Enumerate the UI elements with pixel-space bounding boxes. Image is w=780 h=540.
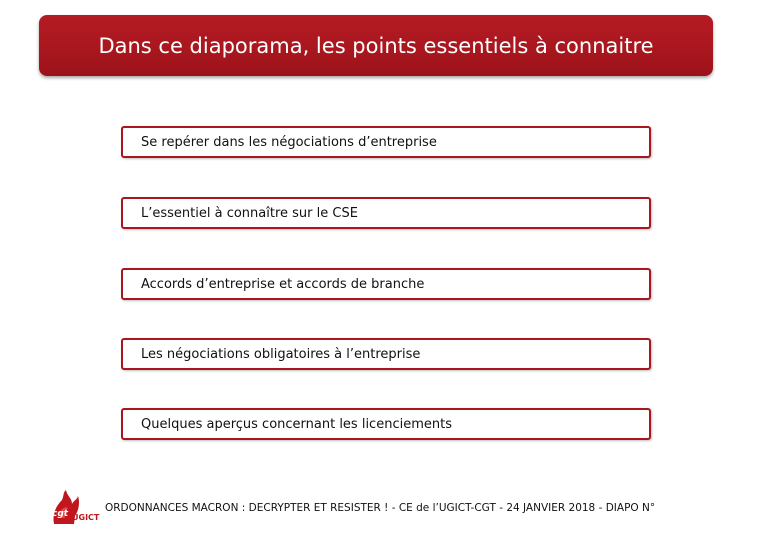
key-point-label: L’essentiel à connaître sur le CSE xyxy=(141,205,358,221)
key-point-item[interactable] xyxy=(121,408,651,440)
key-point-item[interactable] xyxy=(121,268,651,300)
key-point-label: Les négociations obligatoires à l’entreprise xyxy=(141,346,421,362)
slide-title: Dans ce diaporama, les points essentiels à connaitre xyxy=(98,33,654,58)
key-point-item[interactable] xyxy=(121,338,651,370)
key-point-item[interactable] xyxy=(121,197,651,229)
key-point-label: Se repérer dans les négociations d’entreprise xyxy=(141,134,437,150)
cgt-ugict-logo xyxy=(50,488,102,526)
title-banner xyxy=(39,15,713,76)
slide-footer xyxy=(50,486,740,530)
key-point-label: Quelques aperçus concernant les licenciements xyxy=(141,416,452,432)
key-point-label: Accords d’entreprise et accords de branche xyxy=(141,276,425,292)
svg-text:UGICT: UGICT xyxy=(72,513,100,522)
footer-text: ORDONNANCES MACRON : DECRYPTER ET RESISTER ! - CE de l’UGICT-CGT - 24 JANVIER 2018 - DIAPO N° xyxy=(105,502,656,514)
svg-text:cgt: cgt xyxy=(52,509,69,519)
key-point-item[interactable] xyxy=(121,126,651,158)
